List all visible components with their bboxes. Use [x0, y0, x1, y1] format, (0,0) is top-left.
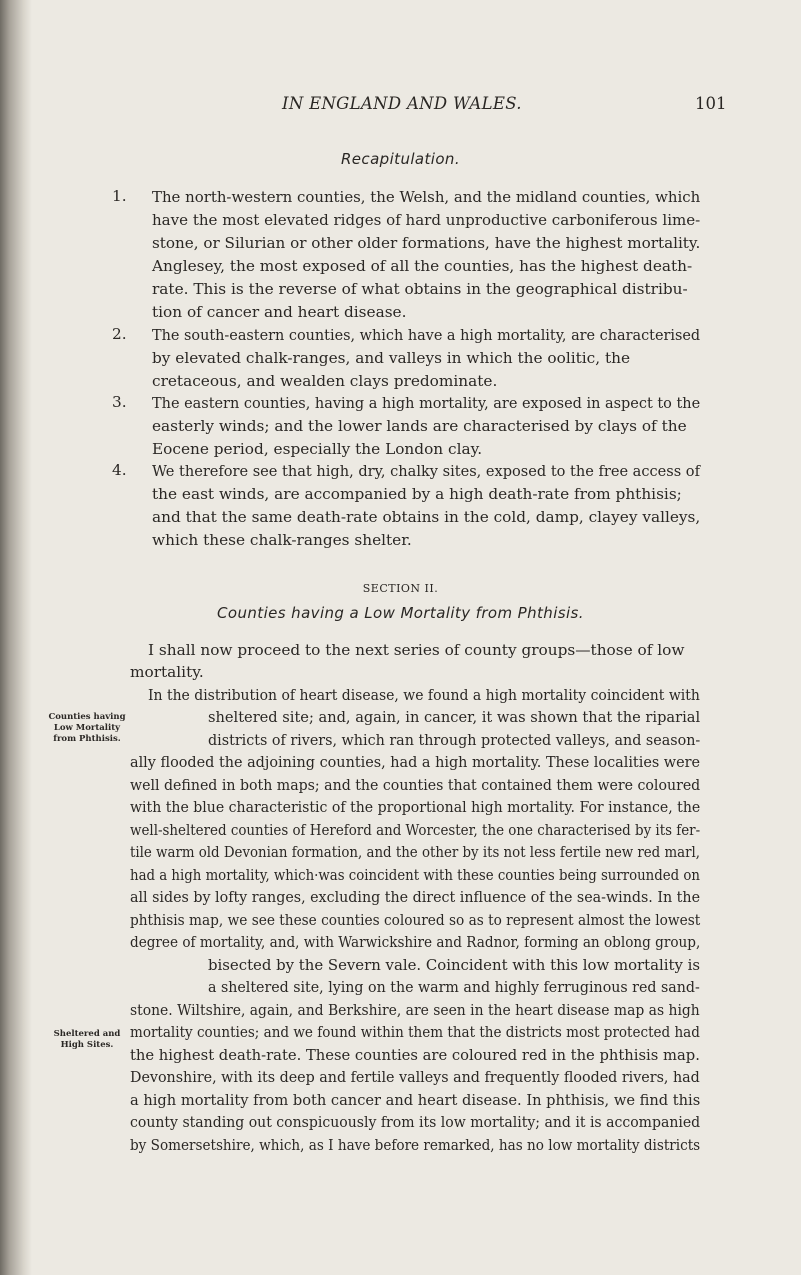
text-line: Devonshire, with its deep and fertile valleys and frequently flooded rivers, had [130, 1068, 700, 1086]
item-number: 2. [112, 325, 127, 343]
text-line: sheltered site; and, again, in cancer, it was shown that the riparial [208, 708, 701, 726]
running-head: IN ENGLAND AND WALES. [282, 94, 522, 113]
text-line: I shall now proceed to the next series of county groups—those of low [148, 641, 685, 659]
text-line: Eocene period, especially the London clay. [152, 440, 483, 458]
text-line: degree of mortality, and, with Warwickshire and Radnor, forming an oblong group, [130, 933, 701, 951]
text-line: mortality. [130, 663, 204, 681]
text-line: Anglesey, the most exposed of all the counties, has the highest death- [152, 257, 693, 275]
text-line: well-sheltered counties of Hereford and Worcester, the one characterised by its fer- [130, 821, 701, 839]
text-line: phthisis map, we see these counties coloured so as to represent almost the lowest [130, 911, 701, 929]
text-line: with the blue characteristic of the proportional high mortality. For instance, the [130, 798, 701, 816]
text-line: tion of cancer and heart disease. [152, 303, 407, 321]
margin-note: Sheltered and High Sites. [53, 1029, 121, 1050]
text-line: had a high mortality, which·was coincident with these counties being surrounded on [130, 866, 700, 884]
text-line: easterly winds; and the lower lands are characterised by clays of the [152, 417, 687, 435]
text-line: have the most elevated ridges of hard unproductive carboniferous lime- [152, 211, 701, 229]
text-line: We therefore see that high, dry, chalky sites, exposed to the free access of [152, 462, 700, 480]
text-line: county standing out conspicuously from its low mortality; and it is accompanied [130, 1113, 701, 1131]
text-line: In the distribution of heart disease, we found a high mortality coincident with [148, 686, 700, 704]
item-number: 4. [112, 461, 127, 479]
item-number: 1. [112, 187, 127, 205]
text-line: stone, or Silurian or other older formations, have the highest mortality. [152, 234, 701, 252]
text-line: districts of rivers, which ran through protected valleys, and season- [208, 731, 701, 749]
text-line: The north-western counties, the Welsh, and the midland counties, which [152, 188, 701, 206]
text-line: which these chalk-ranges shelter. [152, 531, 412, 549]
text-line: stone. Wiltshire, again, and Berkshire, are seen in the heart disease map as high [130, 1001, 700, 1019]
text-line: the highest death-rate. These counties are coloured red in the phthisis map. [130, 1046, 700, 1064]
text-line: a high mortality from both cancer and heart disease. In phthisis, we find this [130, 1091, 701, 1109]
recapitulation-heading: Recapitulation. [340, 150, 461, 168]
text-line: tile warm old Devonian formation, and the other by its not less fertile new red marl, [130, 843, 701, 861]
text-line: the east winds, are accompanied by a high death-rate from phthisis; [152, 485, 682, 503]
section-heading: Counties having a Low Mortality from Phthisis. [217, 604, 584, 622]
item-number: 3. [112, 393, 127, 411]
section-label: SECTION II. [362, 582, 439, 595]
text-line: cretaceous, and wealden clays predominate. [152, 372, 498, 390]
text-line: by elevated chalk-ranges, and valleys in which the oolitic, the [152, 349, 631, 367]
text-line: rate. This is the reverse of what obtains in the geographical distribu- [152, 280, 688, 298]
text-line: and that the same death-rate obtains in the cold, damp, clayey valleys, [152, 508, 701, 526]
text-line: well defined in both maps; and the counties that contained them were coloured [130, 776, 701, 794]
text-line: The south-eastern counties, which have a high mortality, are characterised [152, 326, 701, 344]
text-line: mortality counties; and we found within them that the districts most protected had [130, 1023, 700, 1041]
text-line: bisected by the Severn vale. Coincident with this low mortality is [208, 956, 701, 974]
text-line: by Somersetshire, which, as I have before remarked, has no low mortality districts [130, 1136, 701, 1154]
text-line: The eastern counties, having a high mortality, are exposed in aspect to the [152, 394, 701, 412]
text-line: ally flooded the adjoining counties, had a high mortality. These localities were [130, 753, 701, 771]
margin-note: Counties having Low Mortality from Phthisis. [48, 712, 126, 744]
text-line: all sides by lofty ranges, excluding the direct influence of the sea-winds. In the [130, 888, 701, 906]
text-line: a sheltered site, lying on the warm and highly ferruginous red sand- [208, 978, 700, 996]
page-number: 101 [695, 94, 727, 113]
